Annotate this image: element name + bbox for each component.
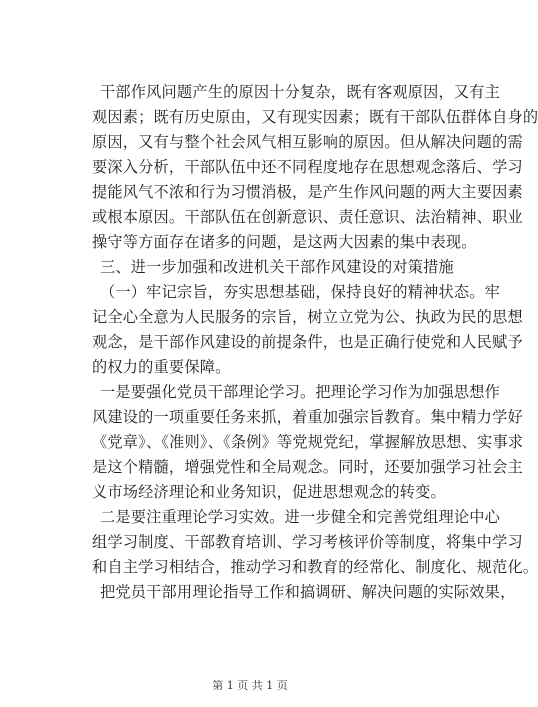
paragraph-line: 义市场经济理论和业务知识，促进思想观念的转变。 — [92, 483, 446, 501]
paragraph-line: 组学习制度、干部教育培训、学习考核评价等制度，将集中学习 — [92, 533, 523, 551]
paragraph-line: 和自主学习相结合，推动学习和教育的经常化、制度化、规范化。 — [92, 558, 538, 576]
paragraph-line: 风建设的一项重要任务来抓，着重加强宗旨教育。集中精力学好 — [92, 408, 523, 426]
paragraph-line: 是这个精髓，增强党性和全局观念。同时，还要加强学习社会主 — [92, 458, 523, 476]
paragraph-line: 原因，又有与整个社会风气相互影响的原因。但从解决问题的需 — [92, 133, 523, 151]
paragraph-line: 操守等方面存在诸多的问题，是这两大因素的集中表现。 — [92, 233, 477, 251]
paragraph-line: 记全心全意为人民服务的宗旨，树立立党为公、执政为民的思想 — [92, 308, 523, 326]
paragraph-line: （一）牢记宗旨，夯实思想基础，保持良好的精神状态。牢 — [100, 283, 501, 301]
page-footer — [0, 679, 500, 693]
page-number-label: 第 1 页 共 1 页 — [212, 679, 288, 692]
paragraph-line: 提能风气不浓和行为习惯消极，是产生作风问题的两大主要因素 — [92, 183, 523, 201]
paragraph-line: 干部作风问题产生的原因十分复杂，既有客观原因，又有主 — [100, 83, 501, 101]
paragraph-line: 把党员干部用理论指导工作和搞调研、解决问题的实际效果， — [100, 583, 516, 601]
paragraph-line: 观念，是干部作风建设的前提条件，也是正确行使党和人民赋予 — [92, 333, 523, 351]
paragraph-line: 或根本原因。干部队伍在创新意识、责任意识、法治精神、职业 — [92, 208, 523, 226]
document-body — [92, 80, 538, 605]
paragraph-line: 一是要强化党员干部理论学习。把理论学习作为加强思想作 — [100, 383, 501, 401]
section-heading: 三、进一步加强和改进机关干部作风建设的对策措施 — [100, 258, 454, 276]
paragraph-line: 二是要注重理论学习实效。进一步健全和完善党组理论中心 — [100, 508, 501, 526]
paragraph-line: 《党章》、《准则》、《条例》等党规党纪，掌握解放思想、实事求 — [92, 433, 524, 451]
paragraph-line: 观因素；既有历史原由，又有现实因素；既有干部队伍群体自身的 — [92, 108, 538, 126]
paragraph-line: 要深入分析，干部队伍中还不同程度地存在思想观念落后、学习 — [92, 158, 523, 176]
paragraph-line: 的权力的重要保障。 — [92, 358, 231, 376]
